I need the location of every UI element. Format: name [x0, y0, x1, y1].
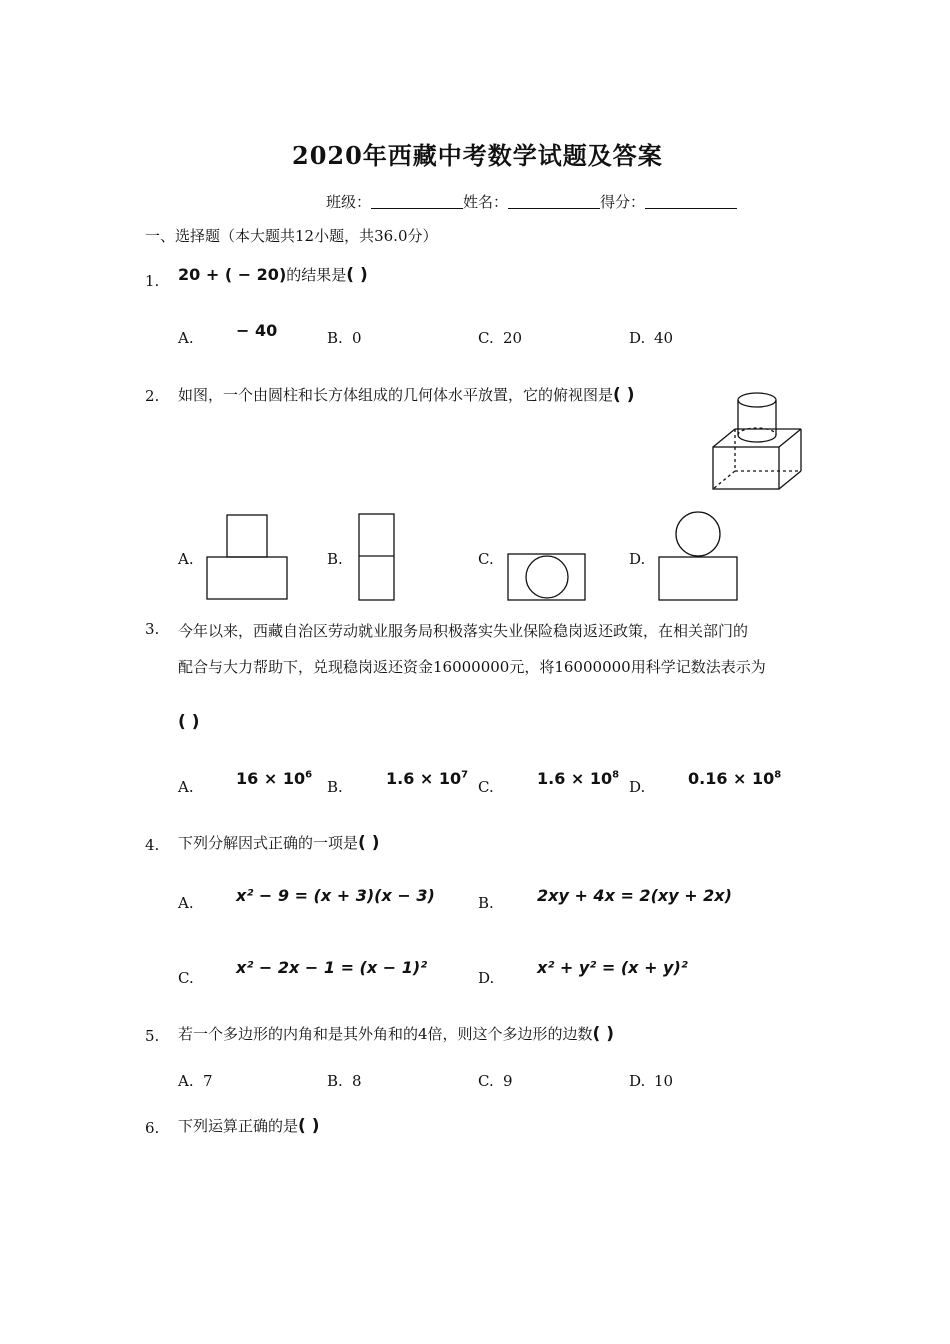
answer-paren: ( ) [298, 1116, 320, 1136]
section-heading: 一、选择题（本大题共12小题，共36.0分） [145, 227, 438, 245]
question-5-stem [178, 1023, 614, 1044]
answer-paren: ( ) [592, 1024, 615, 1044]
option-value: 10 [654, 1072, 674, 1090]
option-value: $16 \times 10^6$ [236, 769, 313, 788]
option-label: C. [478, 1072, 494, 1090]
option-value: $0.16 \times 10^8$ [688, 769, 782, 788]
option-label: C. [478, 329, 494, 347]
option-value: 0 [352, 329, 362, 347]
question-number: 5. [145, 1027, 160, 1045]
question-4-stem [178, 832, 379, 853]
option-label: B. [327, 329, 343, 347]
option-value: $1.6 \times 10^8$ [537, 769, 620, 788]
option-value: 40 [654, 329, 674, 347]
option-value: 2xy + 4x = 2(xy + 2x) [537, 886, 732, 905]
q2-text: 如图，一个由圆柱和长方体组成的几何体水平放置，它的俯视图是 [178, 386, 614, 404]
option-label: D. [629, 550, 646, 568]
option-value: x² − 9 = (x + 3)(x − 3) [236, 886, 435, 905]
option-d-figure [656, 509, 740, 603]
score-blank[interactable] [645, 194, 737, 209]
option-value: x² − 2x − 1 = (x − 1)² [236, 958, 428, 977]
class-blank[interactable] [371, 194, 463, 209]
q1-expression: 20 + ( − 20) [178, 265, 287, 284]
question-number: 2. [145, 387, 160, 405]
q1-text: 的结果是 [286, 266, 347, 284]
option-label: D. [629, 1072, 646, 1090]
option-value: − 40 [236, 321, 278, 340]
option-label: D. [629, 329, 646, 347]
question-3-line-1: 今年以来，西藏自治区劳动就业服务局积极落实失业保险稳岗返还政策，在相关部门的 [178, 622, 749, 640]
student-info [326, 191, 737, 212]
option-label: C. [178, 969, 194, 987]
option-label: A. [178, 1072, 194, 1090]
answer-paren: ( ) [346, 265, 368, 285]
option-label: B. [478, 894, 494, 912]
option-a-figure [205, 513, 289, 601]
score-label: 得分： [600, 193, 646, 211]
option-c-figure [506, 552, 588, 602]
option-value: 9 [503, 1072, 513, 1090]
name-blank[interactable] [508, 194, 600, 209]
name-label: 姓名： [463, 193, 509, 211]
option-value: $1.6 \times 10^7$ [386, 769, 469, 788]
question-number: 3. [145, 620, 160, 638]
answer-paren: ( ) [358, 833, 380, 853]
question-6-stem [178, 1115, 319, 1136]
q5-text: 若一个多边形的内角和是其外角和的4倍，则这个多边形的边数 [178, 1025, 593, 1043]
q4-text: 下列分解因式正确的一项是 [178, 834, 359, 852]
option-label: B. [327, 550, 343, 568]
question-1-stem [178, 264, 368, 285]
question-number: 4. [145, 836, 160, 854]
option-label: D. [478, 969, 495, 987]
option-value: 8 [352, 1072, 362, 1090]
solid-figure [705, 385, 835, 495]
answer-paren: ( ) [613, 385, 635, 405]
option-label: B. [327, 778, 343, 796]
question-3-line-2: 配合与大力帮助下，兑现稳岗返还资金16000000元，将16000000用科学记数法表示为 [178, 658, 766, 676]
page-title: 2020年西藏中考数学试题及答案 [292, 141, 663, 170]
option-value: 20 [503, 329, 523, 347]
option-label: A. [178, 778, 194, 796]
option-label: C. [478, 550, 494, 568]
option-label: D. [629, 778, 646, 796]
option-value: x² + y² = (x + y)² [537, 958, 688, 977]
option-value: 7 [203, 1072, 213, 1090]
q6-text: 下列运算正确的是 [178, 1117, 299, 1135]
question-2-stem [178, 384, 634, 405]
option-label: C. [478, 778, 494, 796]
option-label: A. [178, 329, 194, 347]
option-label: A. [178, 550, 194, 568]
class-label: 班级： [326, 193, 372, 211]
question-number: 6. [145, 1119, 160, 1137]
answer-paren: ( ) [178, 712, 200, 732]
option-label: A. [178, 894, 194, 912]
option-b-figure [357, 512, 397, 602]
question-number: 1. [145, 272, 160, 290]
option-label: B. [327, 1072, 343, 1090]
